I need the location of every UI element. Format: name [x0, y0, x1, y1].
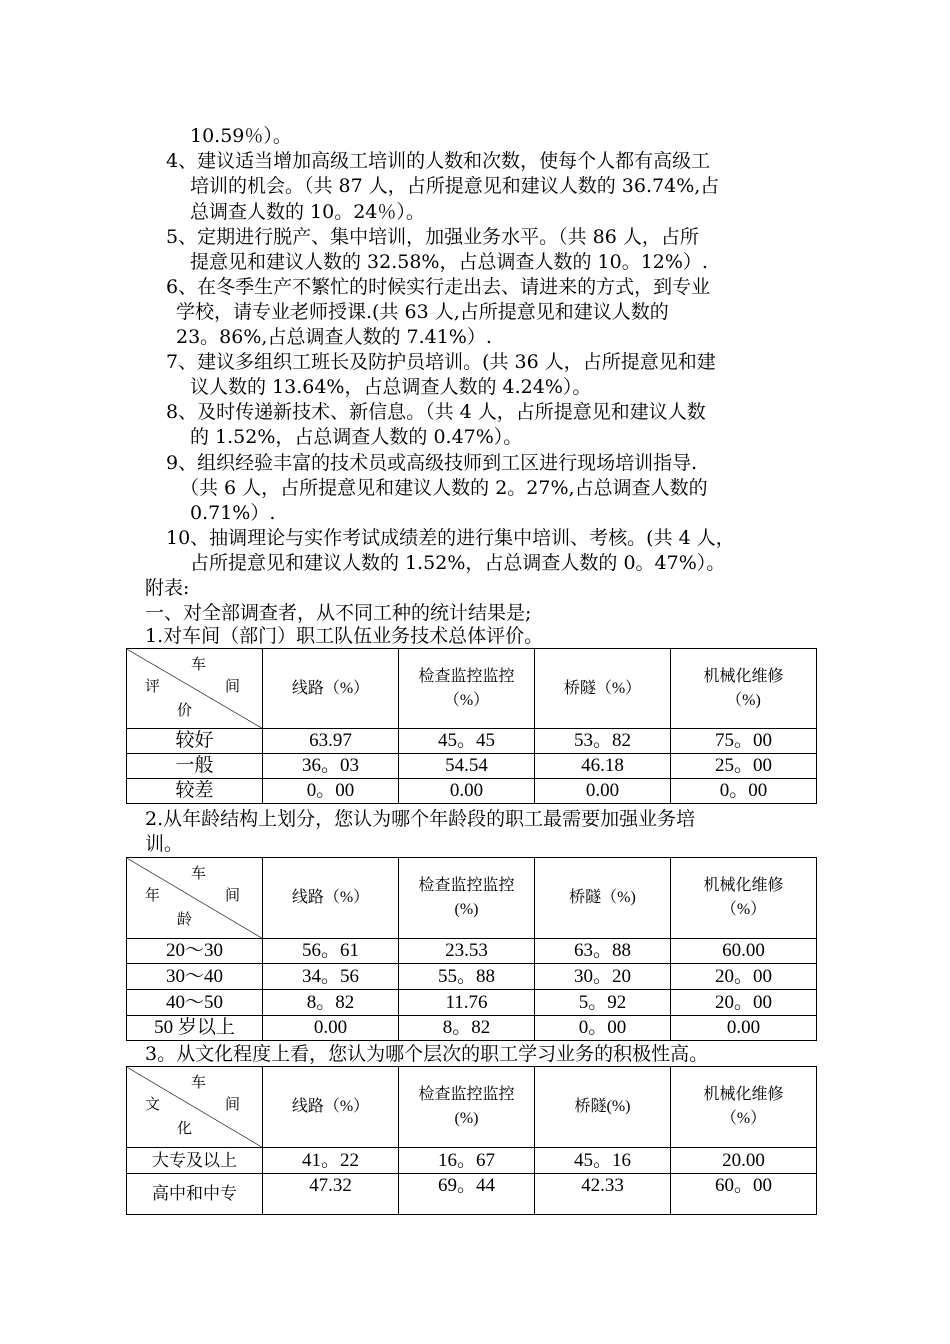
table-cell: 0.00	[399, 779, 535, 804]
corner-top-label: 车	[190, 1075, 206, 1091]
paragraph-line: 0.71%）.	[190, 502, 276, 524]
corner-left-label: 价	[177, 703, 193, 719]
table-cell: 63.97	[263, 729, 399, 754]
table-cell: 0。00	[671, 779, 817, 804]
table-cell: 45。16	[535, 1148, 671, 1174]
corner-left-label: 龄	[177, 912, 193, 928]
row-label: 较好	[127, 729, 263, 754]
table-cell: 36。03	[263, 754, 399, 779]
table-cell: 47.32	[263, 1174, 399, 1215]
paragraph-line: 8、及时传递新技术、新信息。（共 4 人，占所提意见和建议人数	[166, 401, 706, 423]
column-header: 桥隧（%)	[535, 858, 671, 939]
table-cell: 75。00	[671, 729, 817, 754]
row-label: 30～40	[127, 964, 263, 990]
column-header: 桥隧（%）	[535, 649, 671, 729]
paragraph-line: 9、组织经验丰富的技术员或高级技师到工区进行现场培训指导.	[166, 452, 698, 474]
table-cell: 46.18	[535, 754, 671, 779]
table-cell: 20。00	[671, 990, 817, 1016]
table-cell: 45。45	[399, 729, 535, 754]
table-1-caption: 1.对车间（部门）职工队伍业务技术总体评价。	[145, 625, 544, 647]
table-cell: 25。00	[671, 754, 817, 779]
corner-top-label: 车	[190, 866, 206, 882]
table-row	[127, 990, 817, 1016]
column-header: 线路（%）	[263, 858, 399, 939]
column-header: 检查监控监控（%）	[399, 649, 535, 729]
paragraph-line: 6、在冬季生产不繁忙的时候实行走出去、请进来的方式，到专业	[166, 276, 711, 298]
paragraph-line: 总调查人数的 10。24％）。	[190, 201, 425, 223]
table-cell: 42.33	[535, 1174, 671, 1215]
table-cell: 63。88	[535, 939, 671, 964]
table-row	[127, 1016, 817, 1041]
table-cell: 60.00	[671, 939, 817, 964]
table-cell: 23.53	[399, 939, 535, 964]
corner-header	[127, 1067, 263, 1148]
section-title: 一、对全部调查者，从不同工种的统计结果是;	[145, 602, 532, 624]
row-label: 50 岁以上	[127, 1016, 263, 1041]
row-label: 40～50	[127, 990, 263, 1016]
table-3-caption: 3。从文化程度上看，您认为哪个层次的职工学习业务的积极性高。	[145, 1043, 709, 1065]
corner-header	[127, 649, 263, 729]
paragraph-line: 占所提意见和建议人数的 1.52%，占总调查人数的 0。47%）。	[190, 552, 726, 574]
table-cell: 0.00	[671, 1016, 817, 1041]
table-2	[126, 857, 817, 1041]
column-header: 线路（%）	[263, 649, 399, 729]
corner-left-label: 年	[145, 888, 161, 904]
table-cell: 30。20	[535, 964, 671, 990]
table-cell: 0.00	[263, 1016, 399, 1041]
column-header: 桥隧(%)	[535, 1067, 671, 1148]
paragraph-line: 的 1.52%，占总调查人数的 0.47%）。	[190, 426, 523, 448]
table-3	[126, 1066, 817, 1215]
paragraph-line: 7、建议多组织工班长及防护员培训。(共 36 人，占所提意见和建	[166, 351, 716, 373]
table-cell: 0。00	[535, 1016, 671, 1041]
paragraph-line: 学校，请专业老师授课.(共 63 人,占所提意见和建议人数的	[176, 301, 669, 323]
table-cell: 69。44	[399, 1174, 535, 1215]
row-label: 一般	[127, 754, 263, 779]
table-row	[127, 1174, 817, 1215]
corner-left-label: 文	[145, 1097, 161, 1113]
row-label: 大专及以上	[127, 1148, 263, 1174]
corner-top-label: 间	[224, 888, 240, 904]
column-header: 线路（%）	[263, 1067, 399, 1148]
table-cell: 55。88	[399, 964, 535, 990]
table-cell: 0.00	[535, 779, 671, 804]
paragraph-line: 23。86%,占总调查人数的 7.41%）.	[176, 326, 492, 348]
table-cell: 16。67	[399, 1148, 535, 1174]
table-cell: 11.76	[399, 990, 535, 1016]
table-cell: 41。22	[263, 1148, 399, 1174]
table-cell: 20。00	[671, 964, 817, 990]
table-cell: 56。61	[263, 939, 399, 964]
corner-header	[127, 858, 263, 939]
paragraph-line: 提意见和建议人数的 32.58%，占总调查人数的 10。12%）.	[190, 251, 708, 273]
table-row	[127, 779, 817, 804]
paragraph-line: 10.59％）。	[190, 125, 292, 147]
paragraph-line: 10、抽调理论与实作考试成绩差的进行集中培训、考核。(共 4 人，	[166, 527, 735, 549]
appendix-label: 附表:	[145, 577, 190, 599]
table-row	[127, 939, 817, 964]
corner-top-label: 间	[224, 679, 240, 695]
column-header: 检查监控监控(%)	[399, 1067, 535, 1148]
corner-left-label: 评	[145, 679, 161, 695]
table-cell: 5。92	[535, 990, 671, 1016]
table-cell: 8。82	[263, 990, 399, 1016]
table-1	[126, 648, 817, 804]
corner-left-label: 化	[177, 1121, 193, 1137]
table-cell: 34。56	[263, 964, 399, 990]
table-cell: 60。00	[671, 1174, 817, 1215]
paragraph-line: 培训的机会。（共 87 人，占所提意见和建议人数的 36.74%,占	[190, 175, 720, 197]
table-row	[127, 964, 817, 990]
paragraph-line: 议人数的 13.64%，占总调查人数的 4.24%）。	[190, 376, 592, 398]
column-header: 机械化维修（%）	[671, 858, 817, 939]
paragraph-line: （共 6 人，占所提意见和建议人数的 2。27%,占总调查人数的	[180, 477, 708, 499]
row-label: 20～30	[127, 939, 263, 964]
table-2-caption: 训。	[145, 833, 184, 855]
column-header: 机械化维修（%）	[671, 1067, 817, 1148]
row-label: 较差	[127, 779, 263, 804]
table-cell: 53。82	[535, 729, 671, 754]
table-row	[127, 754, 817, 779]
table-cell: 54.54	[399, 754, 535, 779]
paragraph-line: 5、定期进行脱产、集中培训，加强业务水平。（共 86 人，占所	[166, 226, 699, 248]
table-cell: 20.00	[671, 1148, 817, 1174]
row-label: 高中和中专	[127, 1174, 263, 1215]
table-row	[127, 729, 817, 754]
table-row	[127, 1148, 817, 1174]
table-cell: 0。00	[263, 779, 399, 804]
paragraph-line: 4、建议适当增加高级工培训的人数和次数，使每个人都有高级工	[166, 150, 711, 172]
corner-top-label: 间	[224, 1097, 240, 1113]
table-cell: 8。82	[399, 1016, 535, 1041]
column-header: 机械化维修（%)	[671, 649, 817, 729]
column-header: 检查监控监控(%)	[399, 858, 535, 939]
corner-top-label: 车	[190, 657, 206, 673]
table-2-caption: 2.从年龄结构上划分，您认为哪个年龄段的职工最需要加强业务培	[145, 808, 696, 830]
